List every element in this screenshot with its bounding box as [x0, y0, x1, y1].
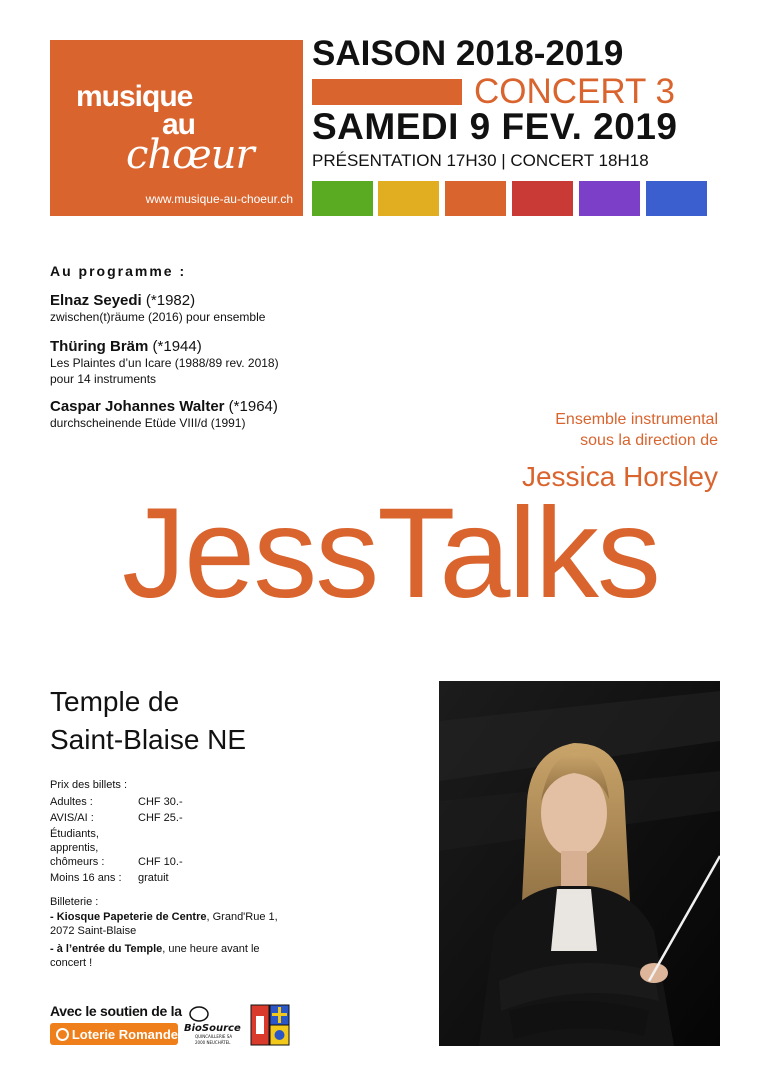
tickets-heading: Billeterie : — [50, 896, 99, 908]
biosource-city: 2000 NEUCHÂTEL — [195, 1040, 231, 1045]
price-row — [50, 827, 183, 841]
price-label: Moins 16 ans : — [50, 872, 122, 884]
conductor-photo — [439, 681, 720, 1046]
logo-block — [50, 40, 303, 216]
biosource-logo — [183, 1004, 243, 1046]
price-value: CHF 10.- — [138, 856, 183, 868]
logo-word-musique: musique — [76, 80, 193, 113]
composer-name: Thüring Bräm — [50, 338, 149, 355]
ticket-outlet-temple — [50, 942, 280, 970]
outlet-detail: , Grand'Rue 1, 2072 Saint-Blaise — [50, 911, 278, 937]
price-label: AVIS/AI : — [50, 812, 94, 824]
price-value: CHF 25.- — [138, 812, 183, 824]
price-label: chômeurs : — [50, 856, 105, 868]
composer-entry — [50, 398, 278, 431]
color-swatch-red — [512, 181, 573, 216]
conductor-name: Jessica Horsley — [521, 461, 718, 492]
composer-work: pour 14 instruments — [50, 372, 157, 386]
color-swatch-blue — [646, 181, 707, 216]
loterie-label: Loterie Romande — [71, 1026, 178, 1042]
price-row — [50, 795, 183, 809]
price-row — [50, 855, 183, 869]
concert-times: PRÉSENTATION 17H30 | CONCERT 18H18 — [312, 151, 649, 170]
biosource-sub: QUINCAILLERIE SA — [195, 1034, 233, 1039]
price-row — [50, 871, 183, 885]
color-swatch-green — [312, 181, 373, 216]
venue-line1: Temple de — [50, 686, 180, 717]
accent-bar — [312, 79, 462, 105]
concert-title: JessTalks — [122, 482, 659, 625]
venue-line2: Saint-Blaise NE — [50, 724, 247, 755]
venue — [50, 683, 246, 759]
composer-work: Les Plaintes d’un Icare (1988/89 rev. 2018) — [50, 356, 279, 370]
composer-entry — [50, 338, 279, 387]
color-swatch-purple — [579, 181, 640, 216]
color-swatch-yellow — [378, 181, 439, 216]
price-heading: Prix des billets : — [50, 779, 128, 791]
coat-of-arms-logo — [250, 1004, 290, 1046]
season-title: SAISON 2018-2019 — [312, 34, 624, 73]
sponsor-caption: Avec le soutien de la — [50, 1003, 182, 1019]
price-value: gratuit — [138, 872, 169, 884]
ticket-outlet-kiosque — [50, 910, 290, 938]
composer-name: Elnaz Seyedi — [50, 292, 142, 309]
outlet-name: - à l’entrée du Temple — [50, 943, 163, 955]
ensemble-line1: Ensemble instrumental — [555, 411, 718, 428]
price-label: Adultes : — [50, 796, 93, 808]
loterie-romande-logo — [50, 1023, 178, 1045]
composer-work: zwischen(t)räume (2016) pour ensemble — [50, 310, 266, 324]
concert-date: SAMEDI 9 FEV. 2019 — [312, 106, 678, 147]
outlet-detail: , une heure avant le concert ! — [50, 943, 260, 969]
price-value: CHF 30.- — [138, 796, 183, 808]
composer-work: durchscheinende Etüde VIII/d (1991) — [50, 416, 246, 430]
price-row — [50, 811, 183, 825]
conductor-portrait — [439, 681, 720, 1046]
price-row — [50, 841, 183, 855]
composer-entry — [50, 292, 265, 325]
coat-of-arms-icon — [250, 1004, 290, 1046]
composer-name: Caspar Johannes Walter — [50, 398, 225, 415]
biosource-icon — [183, 1004, 243, 1046]
composer-years: (*1964) — [228, 398, 278, 415]
website-url[interactable]: www.musique-au-choeur.ch — [145, 192, 293, 206]
loterie-icon — [56, 1028, 69, 1041]
logo-word-au: au — [162, 108, 196, 141]
outlet-name: - Kiosque Papeterie de Centre — [50, 911, 207, 923]
programme-heading: Au programme : — [50, 263, 187, 279]
price-list — [50, 778, 183, 885]
ensemble-line2: sous la direction de — [580, 432, 718, 449]
biosource-name: BioSource — [184, 1023, 241, 1034]
price-label: Étudiants, — [50, 828, 99, 840]
composer-years: (*1944) — [152, 338, 202, 355]
color-swatch-orange — [445, 181, 506, 216]
concert-number: CONCERT 3 — [474, 72, 675, 111]
logo-word-choeur: chœur — [126, 132, 254, 178]
price-label: apprentis, — [50, 842, 99, 854]
composer-years: (*1982) — [145, 292, 196, 309]
